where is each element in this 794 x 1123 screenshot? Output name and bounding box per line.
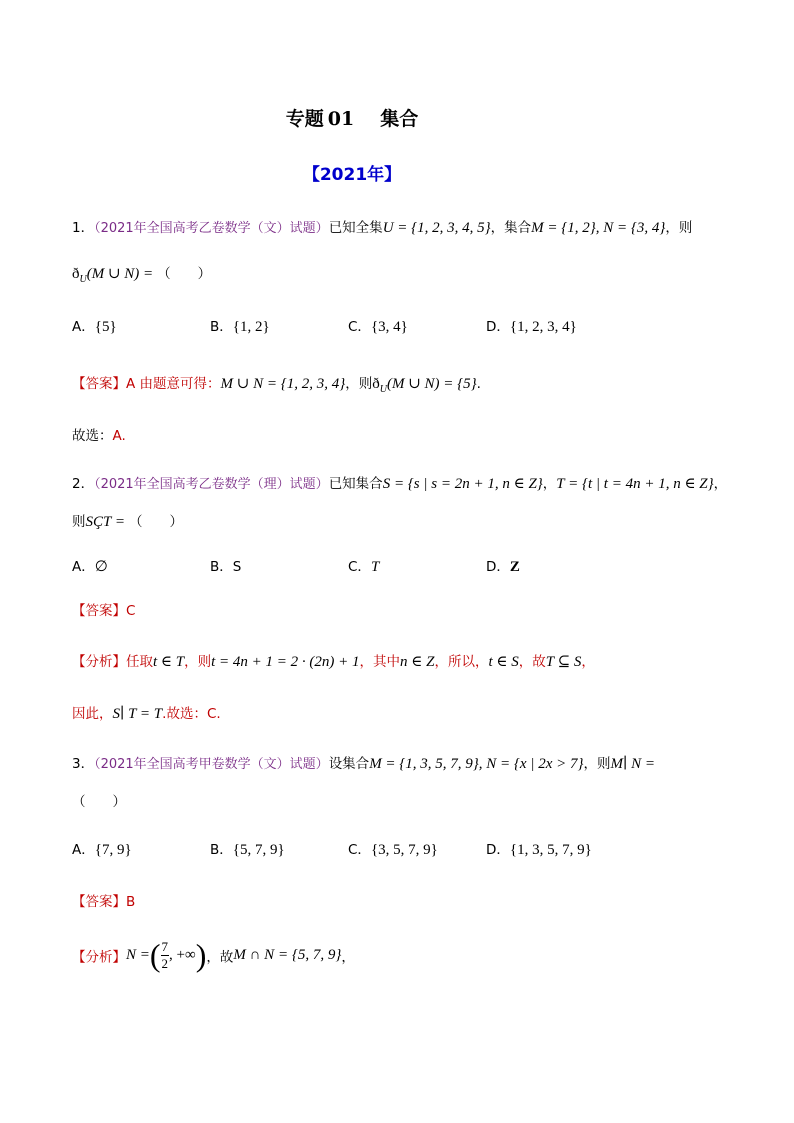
question-1-answer: 【答案】A 由题意可得：M ∪ N = {1, 2, 3, 4}，则$ð_U(M$ ∪ N) = {5}. (72, 376, 481, 395)
question-3-answer: 【答案】B (72, 894, 136, 910)
question-3-paren: （ ） (72, 794, 126, 810)
question-2-option-d[interactable]: D．Z (486, 559, 520, 575)
question-3-option-d[interactable]: D．{1, 3, 5, 7, 9} (486, 842, 592, 858)
question-3-analysis: 【分析】N =( $\frac{7}{2}$, +∞)，故M ∩ N = {5, 7, 9}， (72, 937, 355, 973)
question-1-choose: 故选：A. (72, 428, 126, 444)
fraction-seven-halves: $\frac{7}{2}$ (161, 939, 169, 971)
question-2-conclusion: 因此，S∣ T = T.故选：C. (72, 706, 221, 722)
question-1-stem: 1．（2021年全国高考乙卷数学（文）试题）已知全集U = {1, 2, 3, 4, 5}，集合M = {1, 2}, N = {3, 4}，则 (72, 220, 693, 236)
question-2-option-a[interactable]: A．∅ (72, 559, 108, 575)
question-2-answer: 【答案】C (72, 603, 136, 619)
question-2-option-b[interactable]: B．S (210, 559, 242, 575)
year-heading: 【2021年】 (302, 165, 402, 185)
question-3-option-c[interactable]: C．{3, 5, 7, 9} (348, 842, 438, 858)
question-1-option-d[interactable]: D．{1, 2, 3, 4} (486, 319, 577, 335)
question-2-option-c[interactable]: C．T (348, 559, 380, 575)
question-1-option-b[interactable]: B．{1, 2} (210, 319, 270, 335)
question-2-stem: 2．（2021年全国高考乙卷数学（理）试题）已知集合S = {s | s = 2n + 1, n ∈ Z}，T = {t | t = 4n + 1, n ∈ Z}， (72, 476, 728, 492)
question-1-option-c[interactable]: C．{3, 4} (348, 319, 408, 335)
page-title: 专题 01 集合 (285, 108, 419, 130)
question-2-expression: 则SÇT = （ ） (72, 514, 183, 530)
question-3-option-a[interactable]: A．{7, 9} (72, 842, 132, 858)
question-1-expression: $ð_U(M$ ∪ N) = （ ） (72, 266, 212, 285)
question-1-option-a[interactable]: A．{5} (72, 319, 117, 335)
question-3-stem: 3．（2021年全国高考甲卷数学（文）试题）设集合M = {1, 3, 5, 7, 9}, N = {x | 2x > 7}，则M∣ N = (72, 756, 655, 772)
question-3-option-b[interactable]: B．{5, 7, 9} (210, 842, 285, 858)
question-2-analysis: 【分析】任取t ∈ T，则t = 4n + 1 = 2 · (2n) + 1，其中n ∈ Z，所以，t ∈ S，故T ⊆ S， (72, 654, 595, 670)
